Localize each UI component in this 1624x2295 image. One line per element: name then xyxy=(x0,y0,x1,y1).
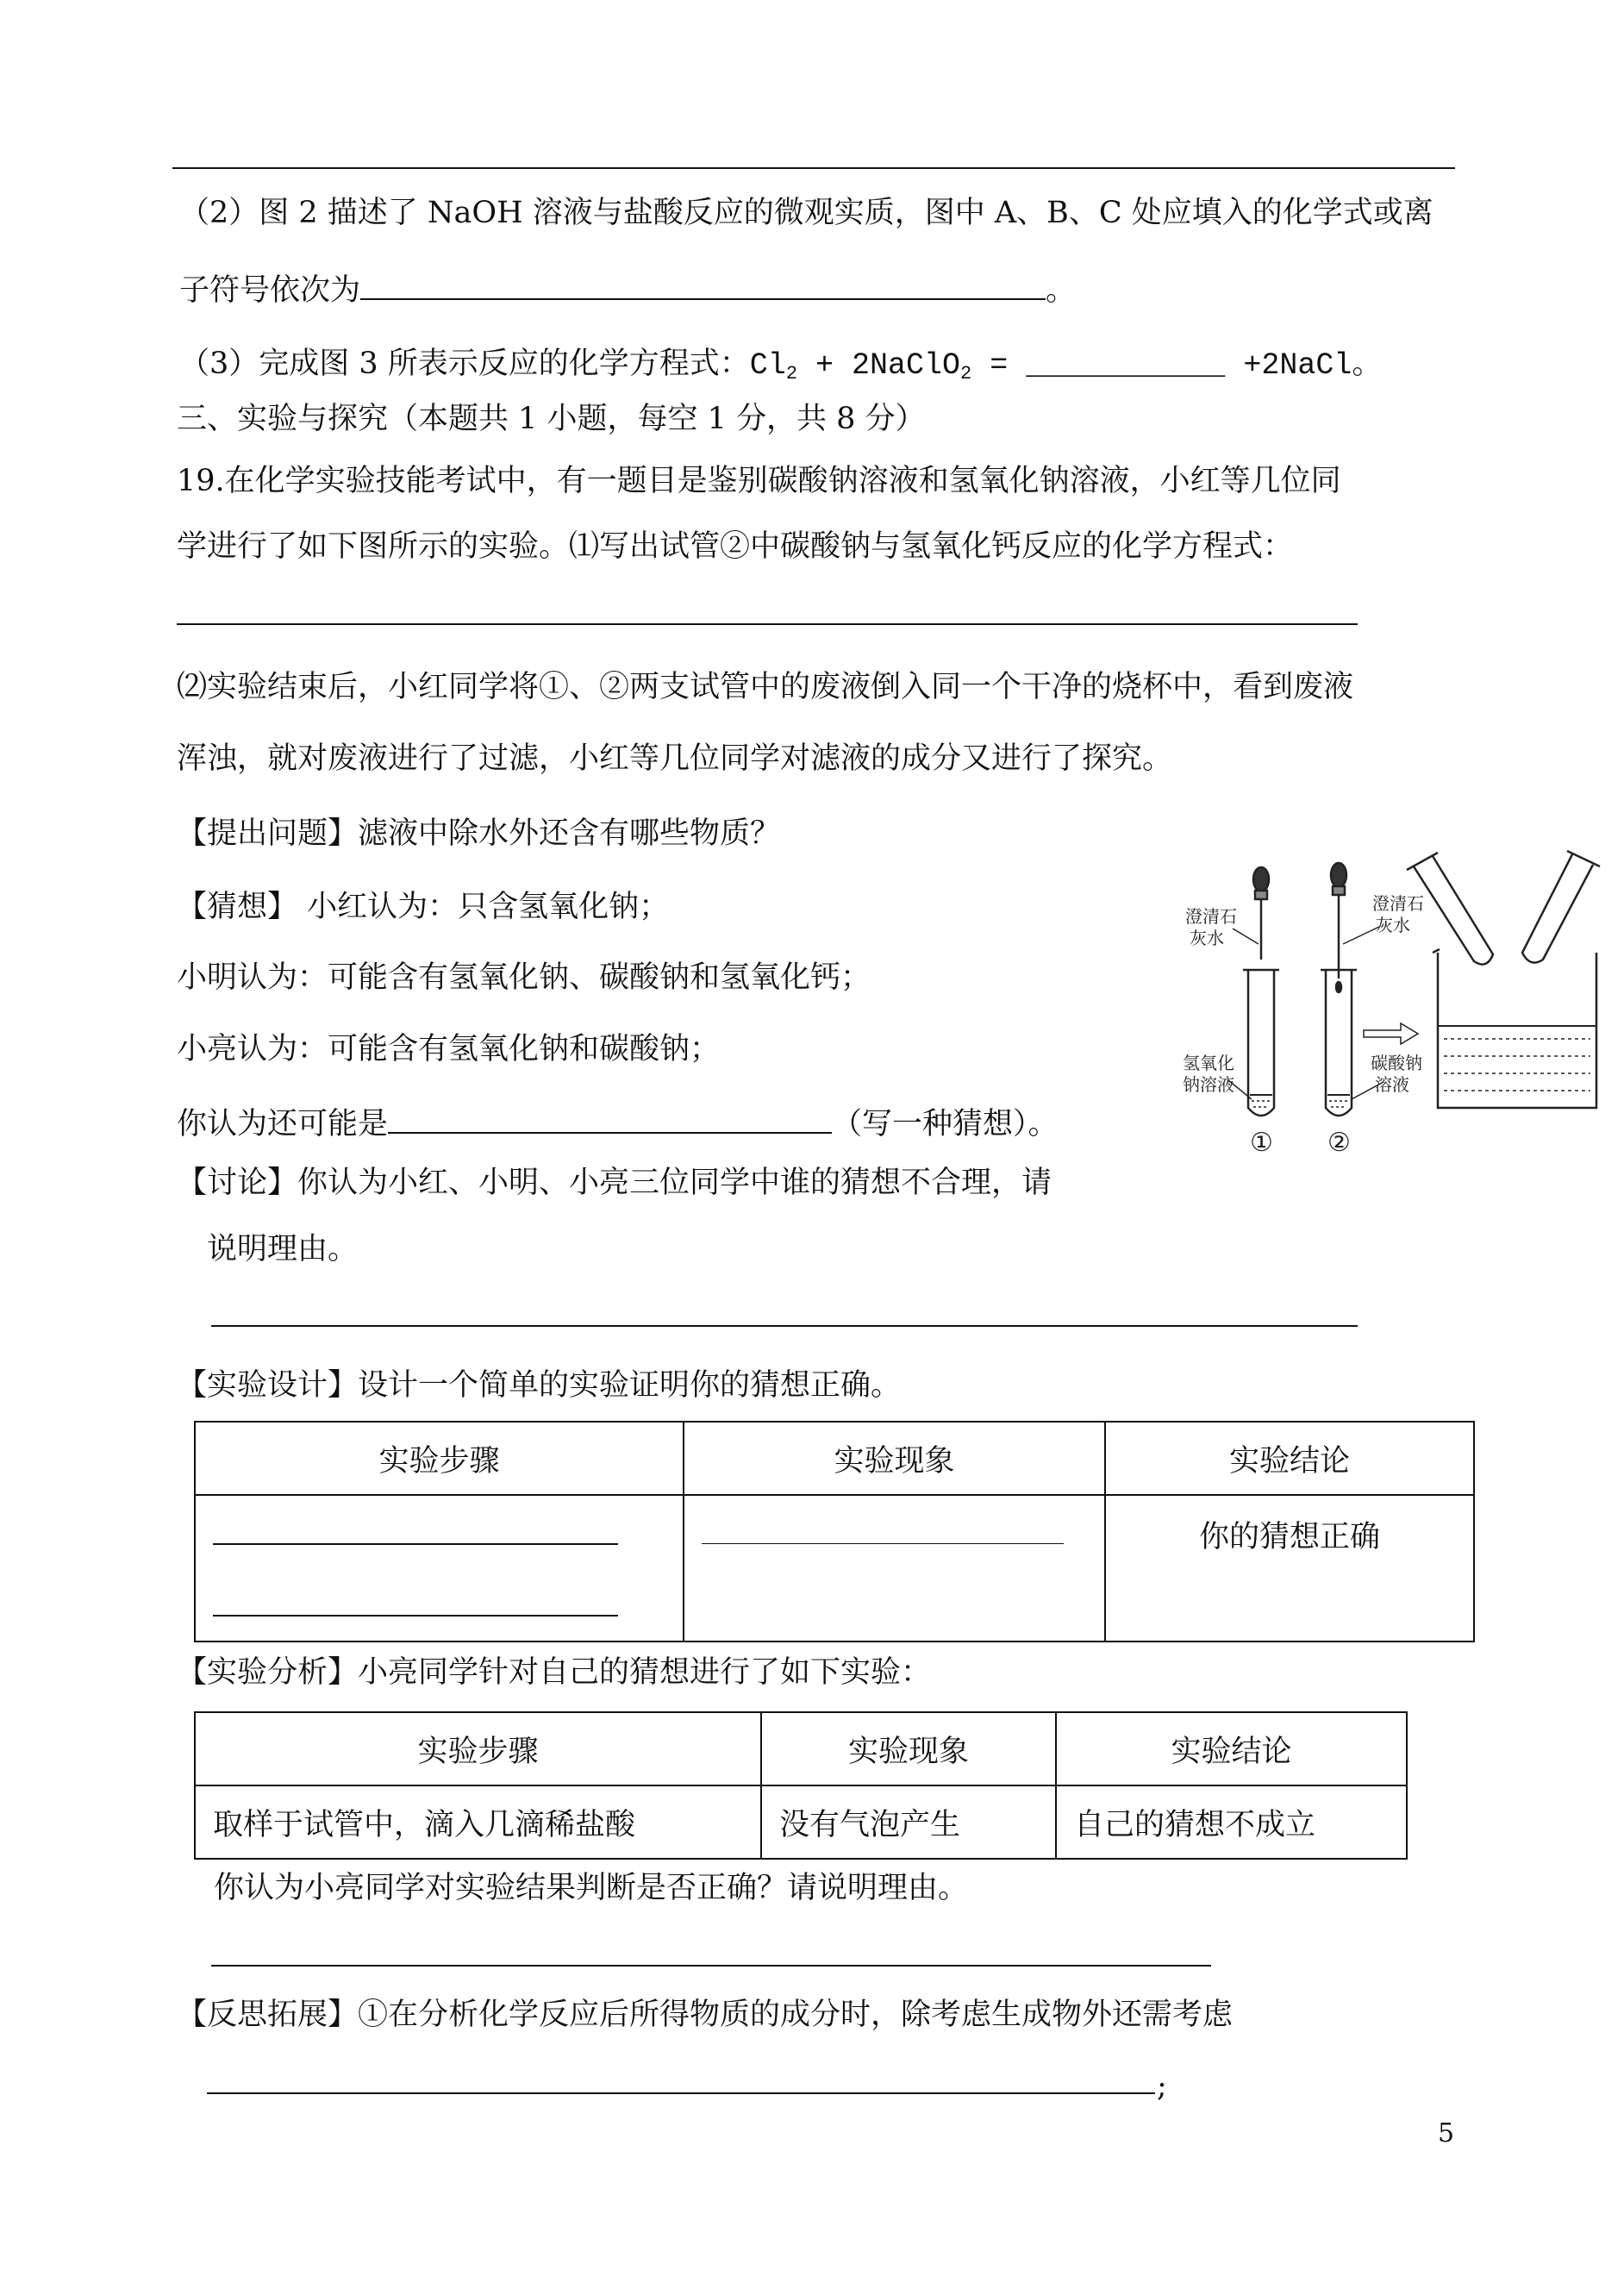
analysis-header-steps: 实验步骤 xyxy=(195,1712,761,1785)
page-number: 5 xyxy=(1438,2118,1455,2148)
q19-intro-line1: 19.在化学实验技能考试中，有一题目是鉴别碳酸钠溶液和氢氧化钠溶液，小红等几位同 xyxy=(177,464,1341,498)
beaker-icon xyxy=(1433,949,1596,1108)
label-na2co3-2: 溶液 xyxy=(1375,1074,1409,1095)
q18-part3 xyxy=(179,345,1382,385)
test-tube-1-icon xyxy=(1243,970,1279,1116)
label-tube-2: ② xyxy=(1327,1128,1351,1158)
answer-line-equation[interactable] xyxy=(177,623,1358,625)
label-limewater-left: 澄清石 xyxy=(1185,906,1237,927)
header-rule xyxy=(172,167,1455,169)
guess-xiaoliang: 小亮认为：可能含有氢氧化钠和碳酸钠； xyxy=(177,1032,721,1066)
design-phenomena-cell xyxy=(684,1495,1105,1642)
answer-blank-step-2[interactable] xyxy=(213,1615,618,1617)
guess-xiaoming: 小明认为：可能含有氢氧化钠、碳酸钠和氢氧化钙； xyxy=(177,960,871,995)
q18-part3-suffix: +2NaCl。 xyxy=(1225,348,1383,383)
analysis-header-conclusion: 实验结论 xyxy=(1056,1712,1407,1785)
arrow-right-icon xyxy=(1364,1023,1418,1044)
q19-intro-line2: 学进行了如下图所示的实验。⑴写出试管②中碳酸钠与氢氧化钙反应的化学方程式： xyxy=(177,529,1294,564)
q18-part3-prefix: （3）完成图 3 所表示反应的化学方程式： xyxy=(179,347,750,381)
label-naoh-2: 钠溶液 xyxy=(1183,1074,1234,1095)
q18-part2-line1: （2）图 2 描述了 NaOH 溶液与盐酸反应的微观实质，图中 A、B、C 处应填入的化学式或离 xyxy=(179,196,1433,230)
experiment-figure xyxy=(1181,849,1603,1168)
q18-part2-text: 子符号依次为 xyxy=(179,273,361,308)
analysis-step-cell: 取样于试管中，滴入几滴稀盐酸 xyxy=(195,1785,761,1859)
answer-blank-phenomena[interactable] xyxy=(702,1543,1064,1544)
analysis-phenomena-cell: 没有气泡产生 xyxy=(761,1785,1056,1859)
answer-blank-guess[interactable] xyxy=(388,1106,832,1134)
guess-you-prefix: 你认为还可能是 xyxy=(177,1107,389,1141)
answer-line-reflection[interactable] xyxy=(207,2092,1155,2094)
q19-part2-line2: 浑浊，就对废液进行了过滤，小红等几位同学对滤液的成分又进行了探究。 xyxy=(177,741,1173,776)
answer-blank-equation[interactable]: ___________ xyxy=(1026,348,1226,383)
label-naoh: 氢氧化 xyxy=(1183,1053,1234,1073)
analysis-header-phenomena: 实验现象 xyxy=(761,1712,1056,1785)
dropper-right-icon xyxy=(1331,863,1346,992)
answer-blank-step-1[interactable] xyxy=(213,1543,618,1545)
label-tube-1: ① xyxy=(1250,1128,1273,1158)
q18-part2-line2 xyxy=(179,272,1076,310)
label-limewater-left-2: 灰水 xyxy=(1190,928,1224,948)
answer-blank-ions[interactable] xyxy=(360,272,1046,300)
design-header-phenomena: 实验现象 xyxy=(684,1422,1105,1495)
analysis-table xyxy=(194,1711,1408,1860)
discussion-line1: 【讨论】你认为小红、小明、小亮三位同学中谁的猜想不合理，请 xyxy=(177,1166,1052,1200)
reflection-end: ; xyxy=(1157,2069,1167,2104)
q19-part2-line1: ⑵实验结束后，小红同学将①、②两支试管中的废液倒入同一个干净的烧杯中，看到废液 xyxy=(177,670,1354,704)
dropper-left-icon xyxy=(1253,867,1269,960)
judge-question: 你认为小亮同学对实验结果判断是否正确？请说明理由。 xyxy=(214,1871,969,1905)
pouring-tubes-icon xyxy=(1407,851,1600,965)
answer-line-discussion[interactable] xyxy=(211,1325,1358,1327)
label-limewater-right: 澄清石 xyxy=(1372,893,1424,914)
analysis-conclusion-cell: 自己的猜想不成立 xyxy=(1056,1785,1407,1859)
equation-cl2: $Cl_2$ + 2NaClO$_2$ = xyxy=(749,348,1027,385)
guess-xiaohong: 【猜想】 小红认为：只含氢氧化钠； xyxy=(177,890,670,924)
question-heading: 【提出问题】滤液中除水外还含有哪些物质？ xyxy=(177,816,781,851)
analysis-heading: 【实验分析】小亮同学针对自己的猜想进行了如下实验： xyxy=(177,1655,932,1690)
design-table xyxy=(194,1421,1475,1642)
design-header-steps: 实验步骤 xyxy=(195,1422,684,1495)
reflection-heading: 【反思拓展】①在分析化学反应后所得物质的成分时，除考虑生成物外还需考虑 xyxy=(177,1998,1234,2032)
label-na2co3: 碳酸钠 xyxy=(1371,1053,1422,1073)
answer-line-judge[interactable] xyxy=(211,1965,1211,1967)
section-heading: 三、实验与探究（本题共 1 小题，每空 1 分，共 8 分） xyxy=(177,402,926,436)
guess-you-suffix: （写一种猜想）。 xyxy=(832,1107,1059,1141)
design-steps-cell xyxy=(195,1495,684,1642)
discussion-line2: 说明理由。 xyxy=(207,1232,359,1266)
label-limewater-right-2: 灰水 xyxy=(1376,915,1410,935)
design-heading: 【实验设计】设计一个简单的实验证明你的猜想正确。 xyxy=(177,1368,902,1403)
design-header-conclusion: 实验结论 xyxy=(1105,1422,1474,1495)
design-conclusion-cell: 你的猜想正确 xyxy=(1105,1495,1474,1642)
guess-you xyxy=(177,1105,1059,1143)
q18-part2-end: 。 xyxy=(1046,273,1077,308)
